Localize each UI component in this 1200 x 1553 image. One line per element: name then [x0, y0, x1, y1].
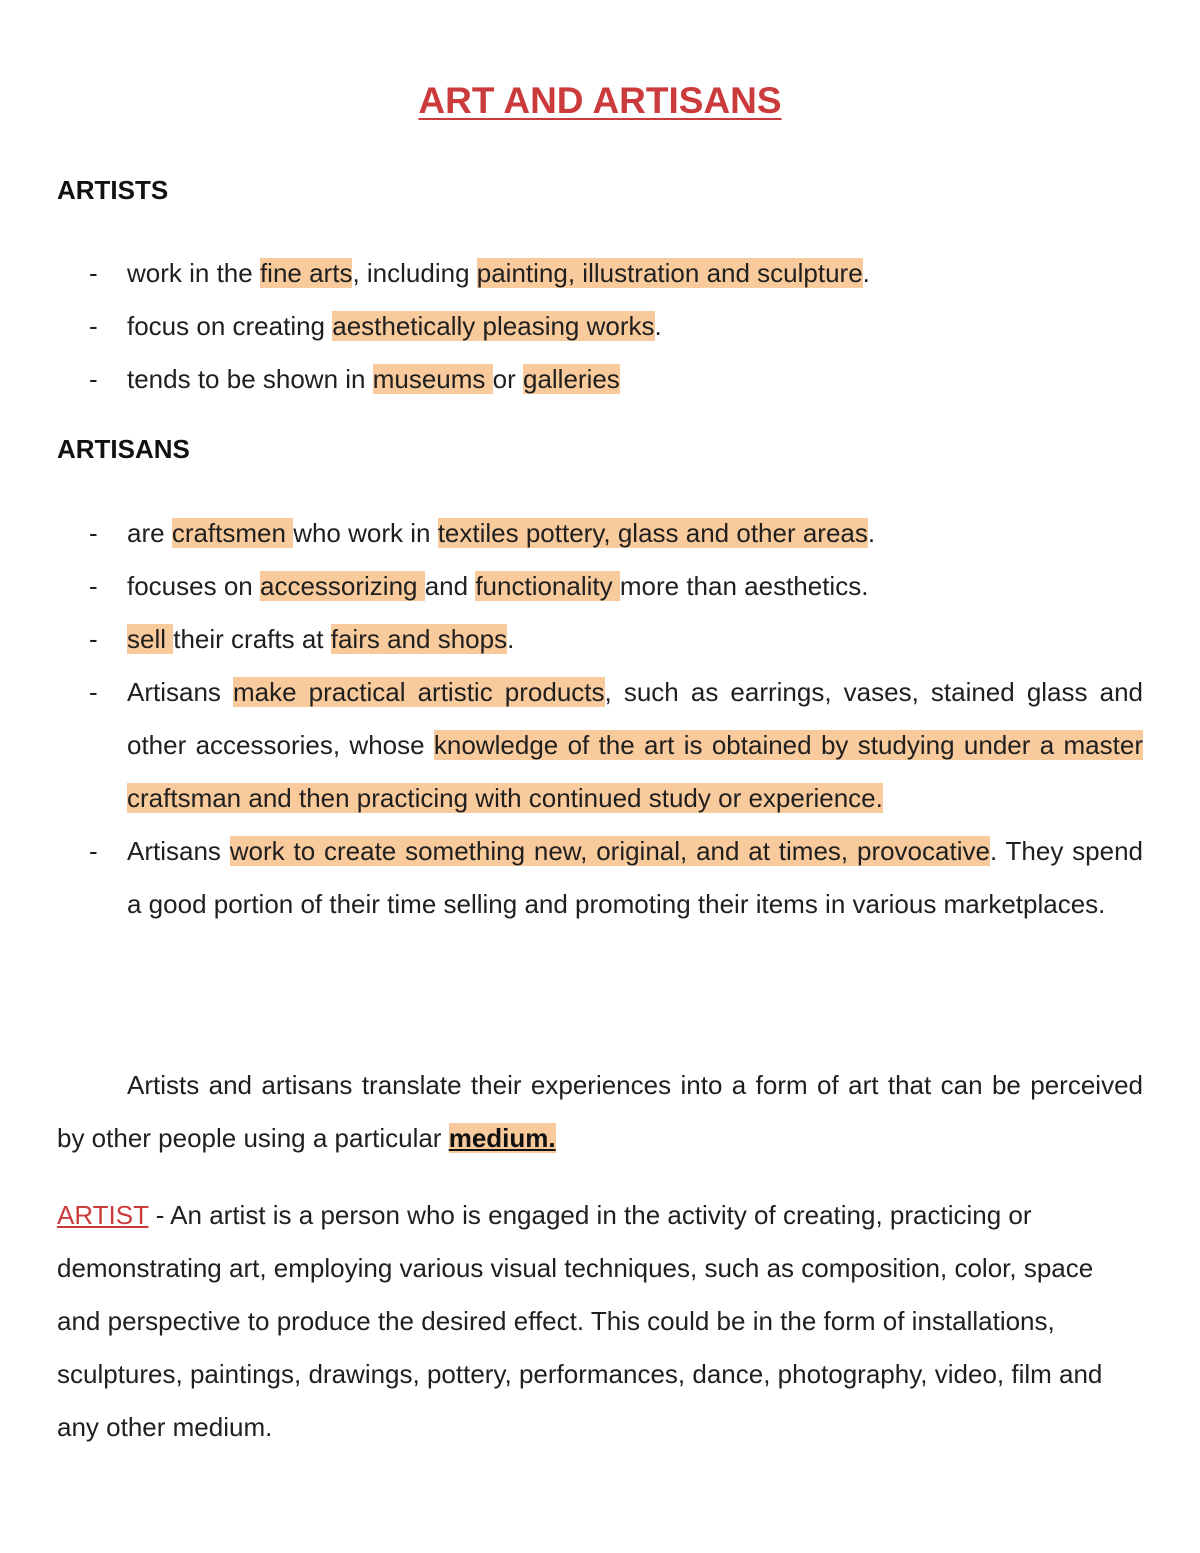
list-text: and — [424, 571, 476, 601]
list-text: Artisans — [127, 836, 230, 866]
summary-text: Artists and artisans translate their experiences into a form of art that can be perceived by other people using a particular — [57, 1070, 1143, 1153]
list-item — [0, 300, 1143, 353]
highlighted-text: fairs and shops — [330, 624, 508, 654]
bullet-dash: - — [89, 311, 98, 341]
list-text: . — [867, 518, 876, 548]
list-text: work in the — [127, 258, 260, 288]
list-text: or — [492, 364, 523, 394]
artist-definition — [57, 1189, 1143, 1454]
summary-paragraph — [57, 1059, 1143, 1165]
artists-list — [0, 247, 1200, 406]
artist-term: ARTIST — [57, 1200, 149, 1230]
list-text: focuses on — [127, 571, 260, 601]
list-text: are — [127, 518, 172, 548]
bullet-dash: - — [89, 571, 98, 601]
list-item — [0, 613, 1143, 666]
list-item — [0, 507, 1143, 560]
highlighted-text: craftsmen — [171, 518, 294, 548]
bullet-dash: - — [89, 364, 98, 394]
highlighted-text: work to create something new, original, and at times, provocative — [229, 836, 990, 866]
highlighted-text: functionality — [475, 571, 620, 601]
list-text: tends to be shown in — [127, 364, 373, 394]
list-item — [0, 247, 1143, 300]
list-item — [0, 560, 1143, 613]
artisans-list — [0, 507, 1200, 931]
list-text: . — [507, 624, 515, 654]
highlighted-text: make practical artistic products — [233, 677, 605, 707]
highlighted-text: galleries — [522, 364, 620, 394]
list-text: who work in — [293, 518, 438, 548]
list-text: their crafts at — [173, 624, 331, 654]
highlighted-text: museums — [372, 364, 493, 394]
highlighted-text: knowledge of the art is obtained by studying under a master craftsman and then practicing with continued study or experience. — [127, 730, 1143, 813]
bullet-dash: - — [89, 258, 98, 288]
highlighted-text: aesthetically pleasing works — [332, 311, 655, 341]
medium-term: medium. — [448, 1123, 556, 1153]
bullet-dash: - — [89, 836, 98, 866]
list-text: . They spend a good portion of their time selling and promoting their items in various marketplaces. — [127, 836, 1143, 919]
list-text: , such as earrings, vases, stained glass and other accessories, whose — [127, 677, 1143, 760]
list-text: . — [654, 311, 662, 341]
list-text: . — [862, 258, 870, 288]
bullet-dash: - — [89, 624, 98, 654]
list-item — [0, 825, 1143, 931]
section-heading-artisans: ARTISANS — [57, 434, 190, 464]
highlighted-text: accessorizing — [259, 571, 425, 601]
highlighted-text: textiles pottery, glass and other areas — [437, 518, 868, 548]
highlighted-text: fine arts — [259, 258, 353, 288]
list-text: focus on creating — [127, 311, 333, 341]
highlighted-text: sell — [127, 624, 174, 654]
definition-text: - An artist is a person who is engaged in the activity of creating, practicing or demonstrating art, employing various visual techniques, such as composition, color, space and perspective to produce the desired effect. This could be in the form of installations, sculptures, paintings, drawings, pottery, performances, dance, photography, video, film and any other medium. — [57, 1200, 1103, 1442]
list-text: Artisans — [127, 677, 234, 707]
bullet-dash: - — [89, 677, 98, 707]
document-title: ART AND ARTISANS — [418, 80, 782, 121]
list-text: more than aesthetics. — [619, 571, 869, 601]
list-item — [0, 666, 1143, 825]
section-heading-artists: ARTISTS — [57, 175, 169, 205]
bullet-dash: - — [89, 518, 98, 548]
list-item — [0, 353, 1143, 406]
list-text: , including — [352, 258, 477, 288]
highlighted-text: painting, illustration and sculpture — [476, 258, 863, 288]
